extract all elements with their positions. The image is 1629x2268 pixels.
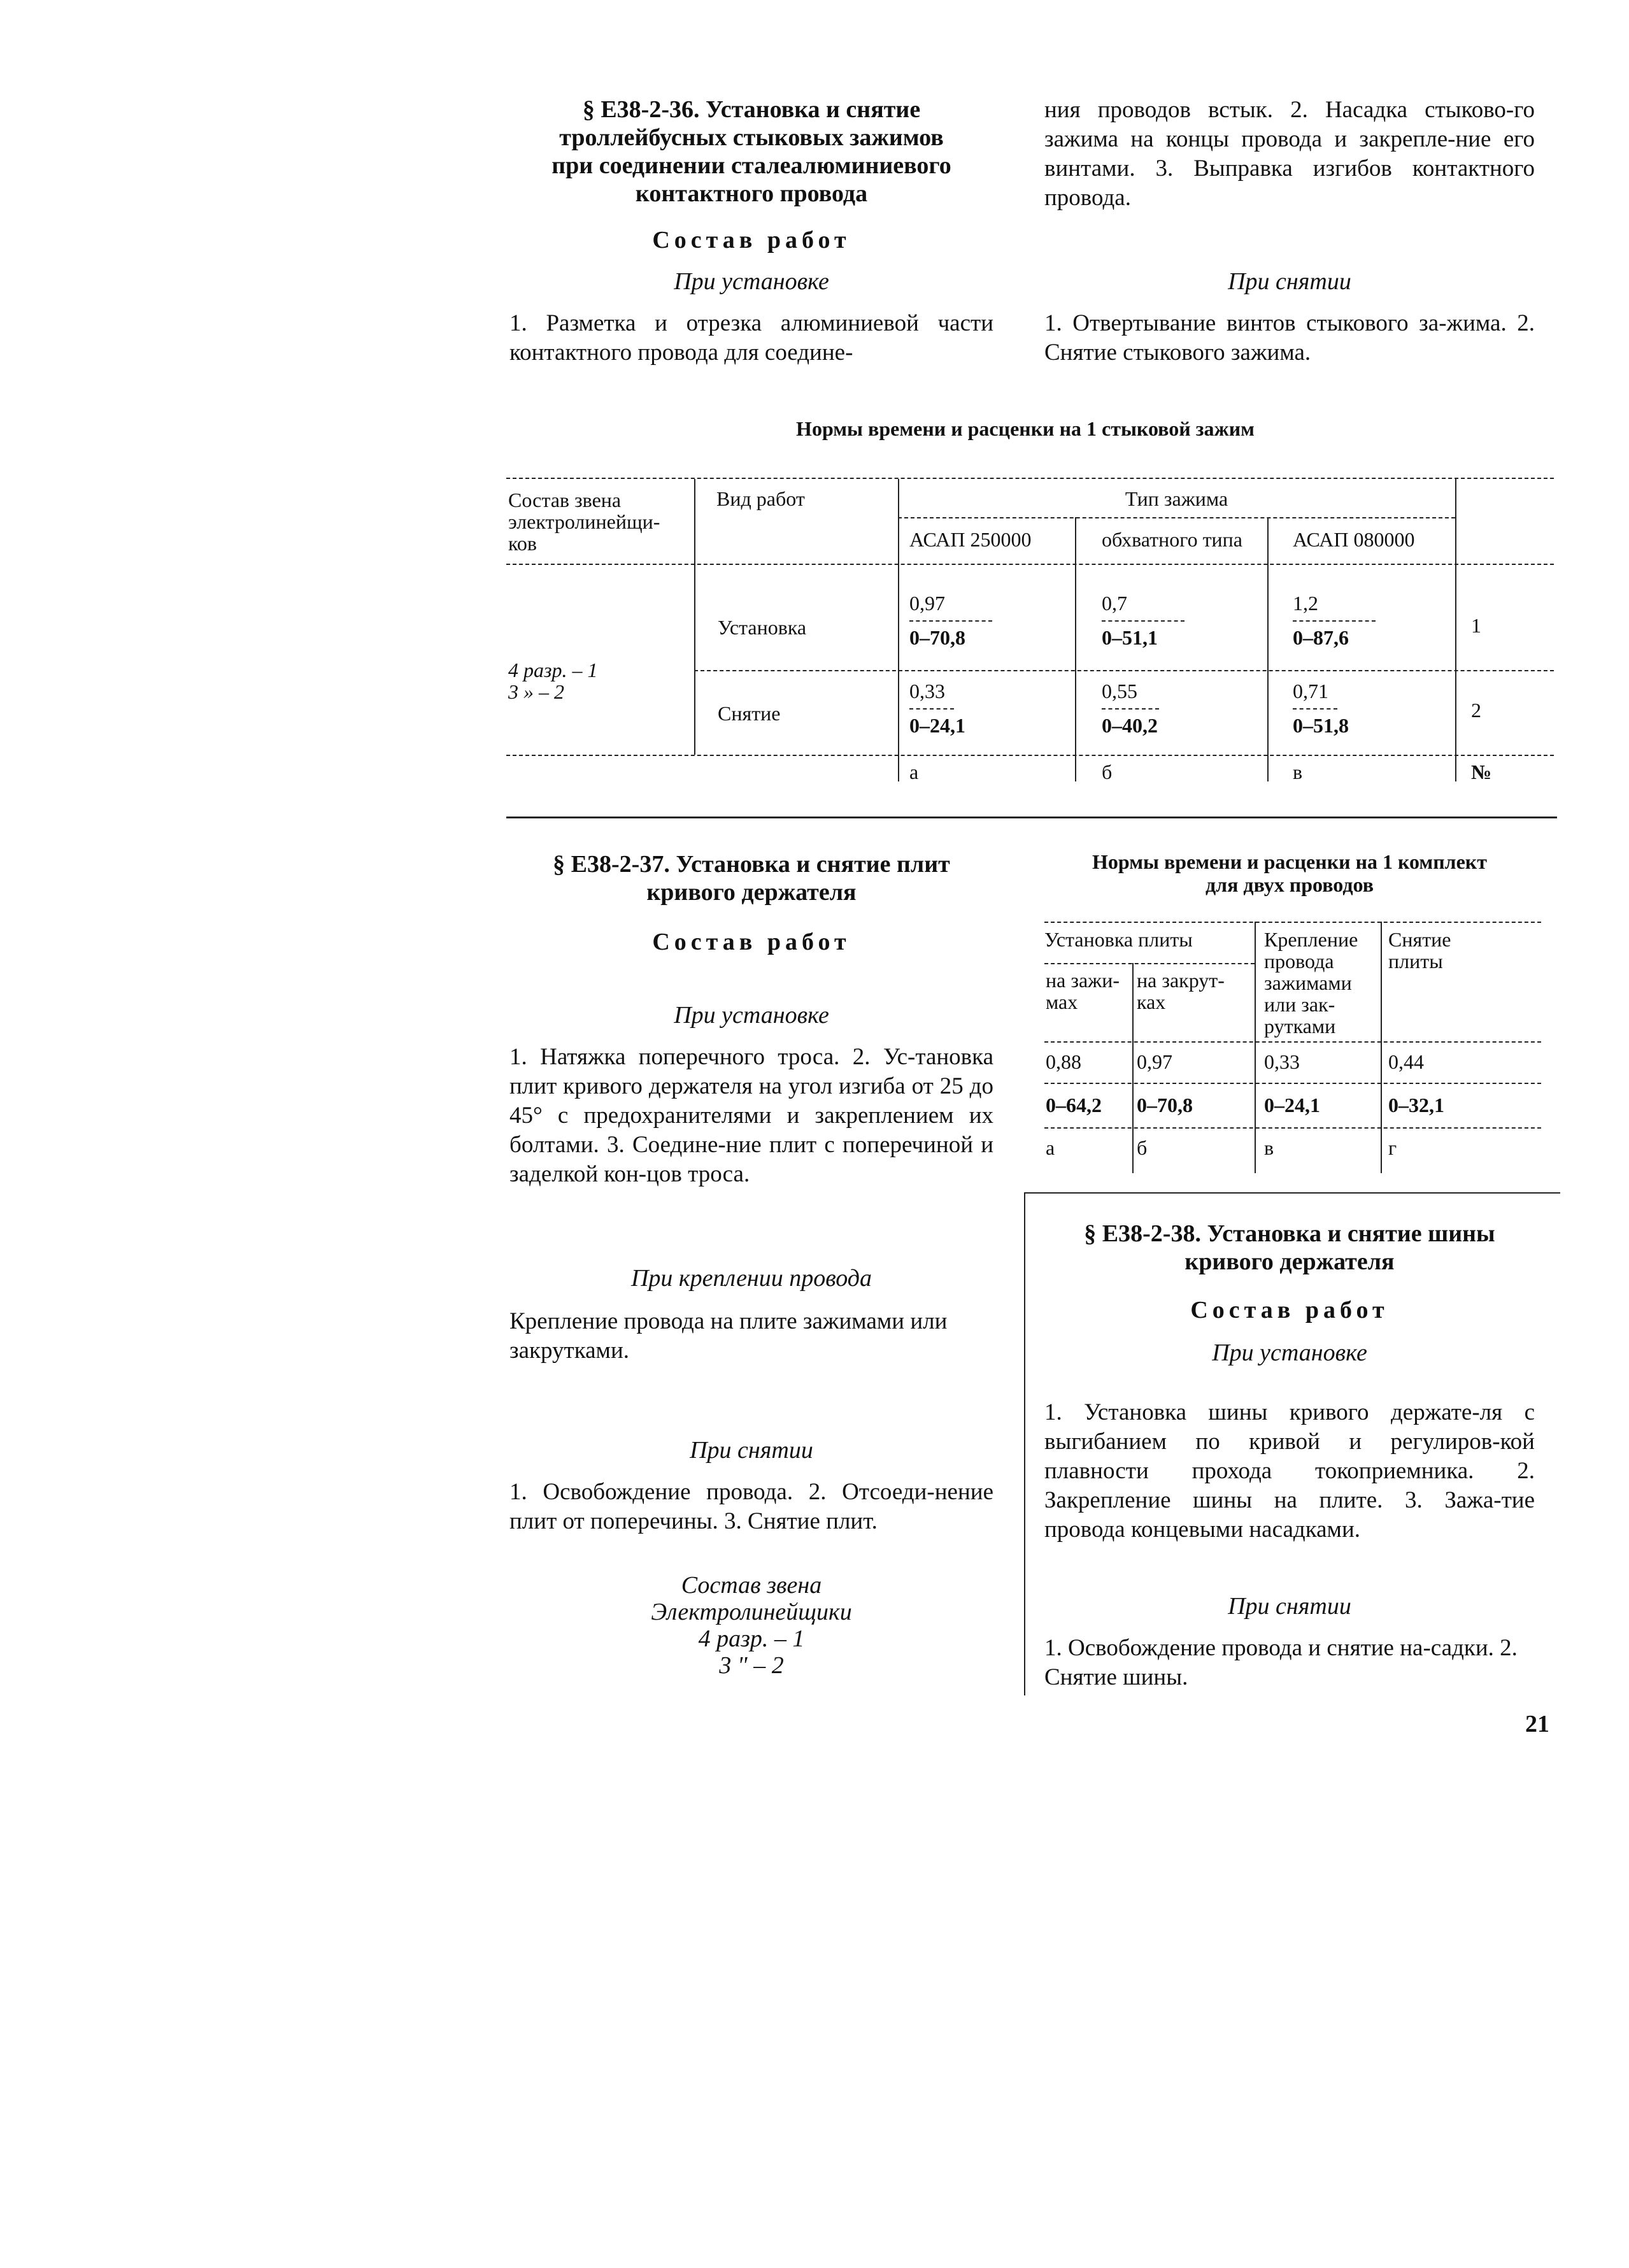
table2-norm: 0,97 — [1137, 1050, 1172, 1073]
cell-rate: 0–87,6 — [1293, 626, 1349, 649]
s38-heading-line: § Е38-2-38. Установка и снятие шины — [1084, 1220, 1495, 1247]
table1-col-type: Тип зажима — [1125, 487, 1228, 510]
table2-norm: 0,88 — [1046, 1050, 1081, 1073]
s37-install-title: При установке — [674, 1002, 829, 1029]
table1-caption: Нормы времени и расценки на 1 стыковой зажим — [796, 417, 1255, 440]
table2-col-letter: г — [1388, 1136, 1397, 1159]
s37-heading-line: кривого держателя — [646, 879, 857, 906]
s37-install-text: 1. Натяжка поперечного троса. 2. Ус-тановка плит кривого держателя на угол изгиба от 25 до 45° с предохранителями и закреплением их болтами. 3. Соедине-ние плит с поперечиной и заделкой кон-цов троса. — [509, 1044, 993, 1187]
table1-work-remove: Снятие — [718, 702, 781, 725]
table2-rate: 0–64,2 — [1046, 1094, 1102, 1116]
table1-type-asap-250000: АСАП 250000 — [909, 528, 1032, 551]
s36-install-title: При установке — [674, 268, 829, 295]
s38-install-text: 1. Установка шины кривого держате-ля с выгибанием по кривой и регулиров-кой плавности прохода токоприемника. 2. Закрепление шины на плите. 3. Зажа-тие провода концевыми насадками. — [1044, 1399, 1535, 1543]
cell-rate: 0–51,1 — [1102, 626, 1158, 649]
s36-remove-text: 1. Отвертывание винтов стыкового за-жима. 2. Снятие стыкового зажима. — [1044, 310, 1535, 366]
table1-crew-line: 3 » – 2 — [508, 680, 564, 703]
table2-col-twists: на закрут-ках — [1137, 969, 1225, 1013]
s36-heading-line: троллейбусных стыковых зажимов — [559, 124, 944, 151]
s36-remove-title: При снятии — [1228, 268, 1351, 295]
s38-install-title: При установке — [1212, 1339, 1367, 1366]
table2-rate: 0–32,1 — [1388, 1094, 1444, 1116]
s38-heading — [1044, 1220, 1535, 1276]
s38-remove-text: 1. Освобождение провода и снятие на-садки. 2. Снятие шины. — [1044, 1635, 1518, 1690]
s37-crew-title: Электролинейщики — [651, 1599, 852, 1625]
table1-row-num: 1 — [1471, 614, 1481, 637]
cell-norm: 0,97 — [909, 592, 945, 615]
s36-heading-line: контактного провода — [635, 180, 868, 207]
s38-heading-line: кривого держателя — [1184, 1248, 1395, 1275]
table2-col-clamps: на зажи-мах — [1046, 969, 1120, 1013]
page-number: 21 — [1525, 1711, 1549, 1737]
cell-rate: 0–24,1 — [909, 714, 965, 737]
table2-col-letter: а — [1046, 1136, 1055, 1159]
table1-type-wrap: обхватного типа — [1102, 528, 1242, 551]
cell-rate: 0–40,2 — [1102, 714, 1158, 737]
s38-frame-left — [1024, 1192, 1025, 1695]
cell-rate: 0–51,8 — [1293, 714, 1349, 737]
table2-norm: 0,33 — [1264, 1050, 1300, 1073]
s36-heading-line: § Е38-2-36. Установка и снятие — [582, 96, 921, 123]
s37-crew-line: 3 " – 2 — [719, 1652, 784, 1679]
table1-col-crew: Состав звена электролинейщи-ков — [508, 489, 660, 555]
table1-num-label: № — [1471, 760, 1492, 783]
table2-col-remove: Снятие плиты — [1388, 928, 1451, 973]
s36-heading-line: при соединении сталеалюминиевого — [551, 152, 951, 179]
table2-col-letter: в — [1264, 1136, 1274, 1159]
s37-composition-title: Состав работ — [652, 929, 851, 955]
s37-remove-title: При снятии — [690, 1437, 813, 1464]
table2-norm: 0,44 — [1388, 1050, 1424, 1073]
cell-rate: 0–70,8 — [909, 626, 965, 649]
table2-caption-line: для двух проводов — [1205, 873, 1374, 896]
table1-col-letter: б — [1102, 760, 1113, 783]
s36-right-text: ния проводов встык. 2. Насадка стыково-го зажима на концы провода и закрепле-ние его винтами. 3. Выправка изгибов контактного провода. — [1044, 97, 1535, 211]
table1-col-letter: в — [1293, 760, 1303, 783]
cell-norm: 0,71 — [1293, 680, 1328, 703]
table2-col-install: Установка плиты — [1044, 928, 1193, 951]
s38-remove-title: При снятии — [1228, 1593, 1351, 1620]
s37-heading-line: § Е38-2-37. Установка и снятие плит — [553, 851, 950, 878]
s37-remove-text: 1. Освобождение провода. 2. Отсоеди-нение плит от поперечины. 3. Снятие плит. — [509, 1479, 993, 1534]
s38-composition-title: Состав работ — [1190, 1297, 1389, 1323]
s38-frame-top — [1024, 1192, 1560, 1194]
s36-install-text: 1. Разметка и отрезка алюминиевой части контактного провода для соедине- — [509, 310, 993, 366]
table2-rate: 0–70,8 — [1137, 1094, 1193, 1116]
table1-type-asap-080000: АСАП 080000 — [1293, 528, 1415, 551]
table2-caption-line: Нормы времени и расценки на 1 комплект — [1092, 850, 1487, 873]
s37-crew-line: 4 разр. – 1 — [698, 1625, 805, 1652]
table1-col-letter: а — [909, 760, 919, 783]
cell-norm: 1,2 — [1293, 592, 1318, 615]
s37-crew — [509, 1572, 993, 1679]
cell-norm: 0,7 — [1102, 592, 1127, 615]
table2-col-letter: б — [1137, 1136, 1148, 1159]
table1-work-install: Установка — [718, 616, 807, 639]
cell-norm: 0,33 — [909, 680, 945, 703]
table1-row-num: 2 — [1471, 699, 1481, 722]
cell-norm: 0,55 — [1102, 680, 1137, 703]
s36-composition-title: Состав работ — [652, 227, 851, 253]
table1-col-work: Вид работ — [716, 487, 805, 510]
s37-fasten-title: При креплении провода — [630, 1265, 872, 1292]
table2-col-fasten: Крепление провода зажимами или зак-рутками — [1264, 928, 1358, 1038]
s37-fasten-text: Крепление провода на плите зажимами или закрутками. — [509, 1308, 948, 1364]
table1-crew-line: 4 разр. – 1 — [508, 659, 598, 681]
s37-crew-title: Состав звена — [681, 1572, 822, 1599]
table2-rate: 0–24,1 — [1264, 1094, 1320, 1116]
